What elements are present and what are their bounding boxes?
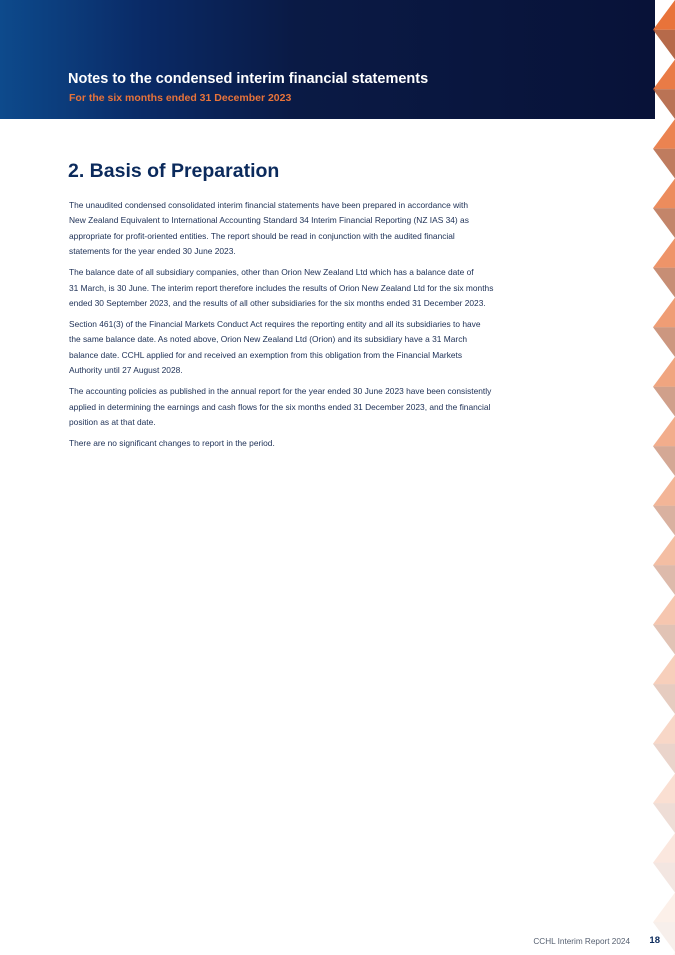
- paragraph: [69, 384, 547, 430]
- paragraph-line: Authority until 27 August 2028.: [69, 365, 183, 376]
- header-title: Notes to the condensed interim financial statements: [68, 71, 429, 87]
- paragraph-line: statements for the year ended 30 June 2023.: [69, 246, 236, 257]
- chevron-lower: [653, 387, 675, 417]
- chevron-upper: [653, 774, 675, 804]
- paragraph-line: position as at that date.: [69, 417, 156, 428]
- page-header-band: [0, 0, 655, 119]
- chevron-lower: [653, 268, 675, 298]
- paragraph-line: New Zealand Equivalent to International Accounting Standard 34 Interim Financial Reporting (NZ IAS 34) as: [69, 215, 469, 226]
- chevron-lower: [653, 327, 675, 357]
- chevron-lower: [653, 684, 675, 714]
- chevron-lower: [653, 506, 675, 536]
- chevron-upper: [653, 536, 675, 566]
- chevron-upper: [653, 60, 675, 90]
- chevron-upper: [653, 0, 675, 30]
- chevron-upper: [653, 179, 675, 209]
- chevron-upper: [653, 476, 675, 506]
- chevron-lower: [653, 208, 675, 238]
- section-body: [69, 198, 547, 457]
- paragraph-line: Section 461(3) of the Financial Markets Conduct Act requires the reporting entity and all its subsidiaries to have: [69, 319, 481, 330]
- chevron-lower: [653, 565, 675, 595]
- chevron-upper: [653, 893, 675, 923]
- chevron-upper: [653, 298, 675, 328]
- chevron-upper: [653, 833, 675, 863]
- paragraph-line: The balance date of all subsidiary companies, other than Orion New Zealand Ltd which has a balance date of: [69, 267, 474, 278]
- chevron-lower: [653, 446, 675, 476]
- page-number: 18: [649, 935, 660, 946]
- chevron-upper: [653, 357, 675, 387]
- paragraph-line: the same balance date. As noted above, Orion New Zealand Ltd (Orion) and its subsidiary have a 31 March: [69, 334, 468, 345]
- chevron-upper: [653, 238, 675, 268]
- paragraph: [69, 436, 547, 451]
- paragraph-line: balance date. CCHL applied for and received an exemption from this obligation from the Financial Markets: [69, 349, 463, 360]
- paragraph-line: There are no significant changes to report in the period.: [69, 438, 275, 449]
- paragraph-line: appropriate for profit-oriented entities. The report should be read in conjunction with the audited financial: [69, 230, 455, 241]
- paragraph-line: The accounting policies as published in the annual report for the year ended 30 June 2023 have been consistently: [69, 386, 492, 397]
- header-subtitle: For the six months ended 31 December 2023: [69, 92, 292, 104]
- decorative-chevron-border: [653, 0, 675, 955]
- paragraph-line: 31 March, is 30 June. The interim report therefore includes the results of Orion New Zealand Ltd for the six months: [69, 282, 494, 293]
- chevron-upper: [653, 119, 675, 149]
- chevron-upper: [653, 655, 675, 685]
- paragraph: [69, 265, 547, 311]
- chevron-lower: [653, 863, 675, 893]
- chevron-lower: [653, 625, 675, 655]
- section-title: 2. Basis of Preparation: [68, 160, 280, 182]
- chevron-lower: [653, 149, 675, 179]
- paragraph-line: ended 30 September 2023, and the results of all other subsidiaries for the six months ended 31 December 2023.: [69, 298, 486, 309]
- chevron-lower: [653, 803, 675, 833]
- paragraph-line: applied in determining the earnings and cash flows for the six months ended 31 December 2023, and the financial: [69, 401, 491, 412]
- paragraph: [69, 198, 547, 260]
- footer-report-label: CCHL Interim Report 2024: [533, 937, 630, 946]
- chevron-lower: [653, 89, 675, 119]
- chevron-lower: [653, 30, 675, 60]
- chevron-upper: [653, 714, 675, 744]
- chevron-lower: [653, 744, 675, 774]
- chevron-upper: [653, 417, 675, 447]
- chevron-upper: [653, 595, 675, 625]
- paragraph-line: The unaudited condensed consolidated interim financial statements have been prepared in accordance with: [69, 200, 468, 210]
- paragraph: [69, 317, 547, 379]
